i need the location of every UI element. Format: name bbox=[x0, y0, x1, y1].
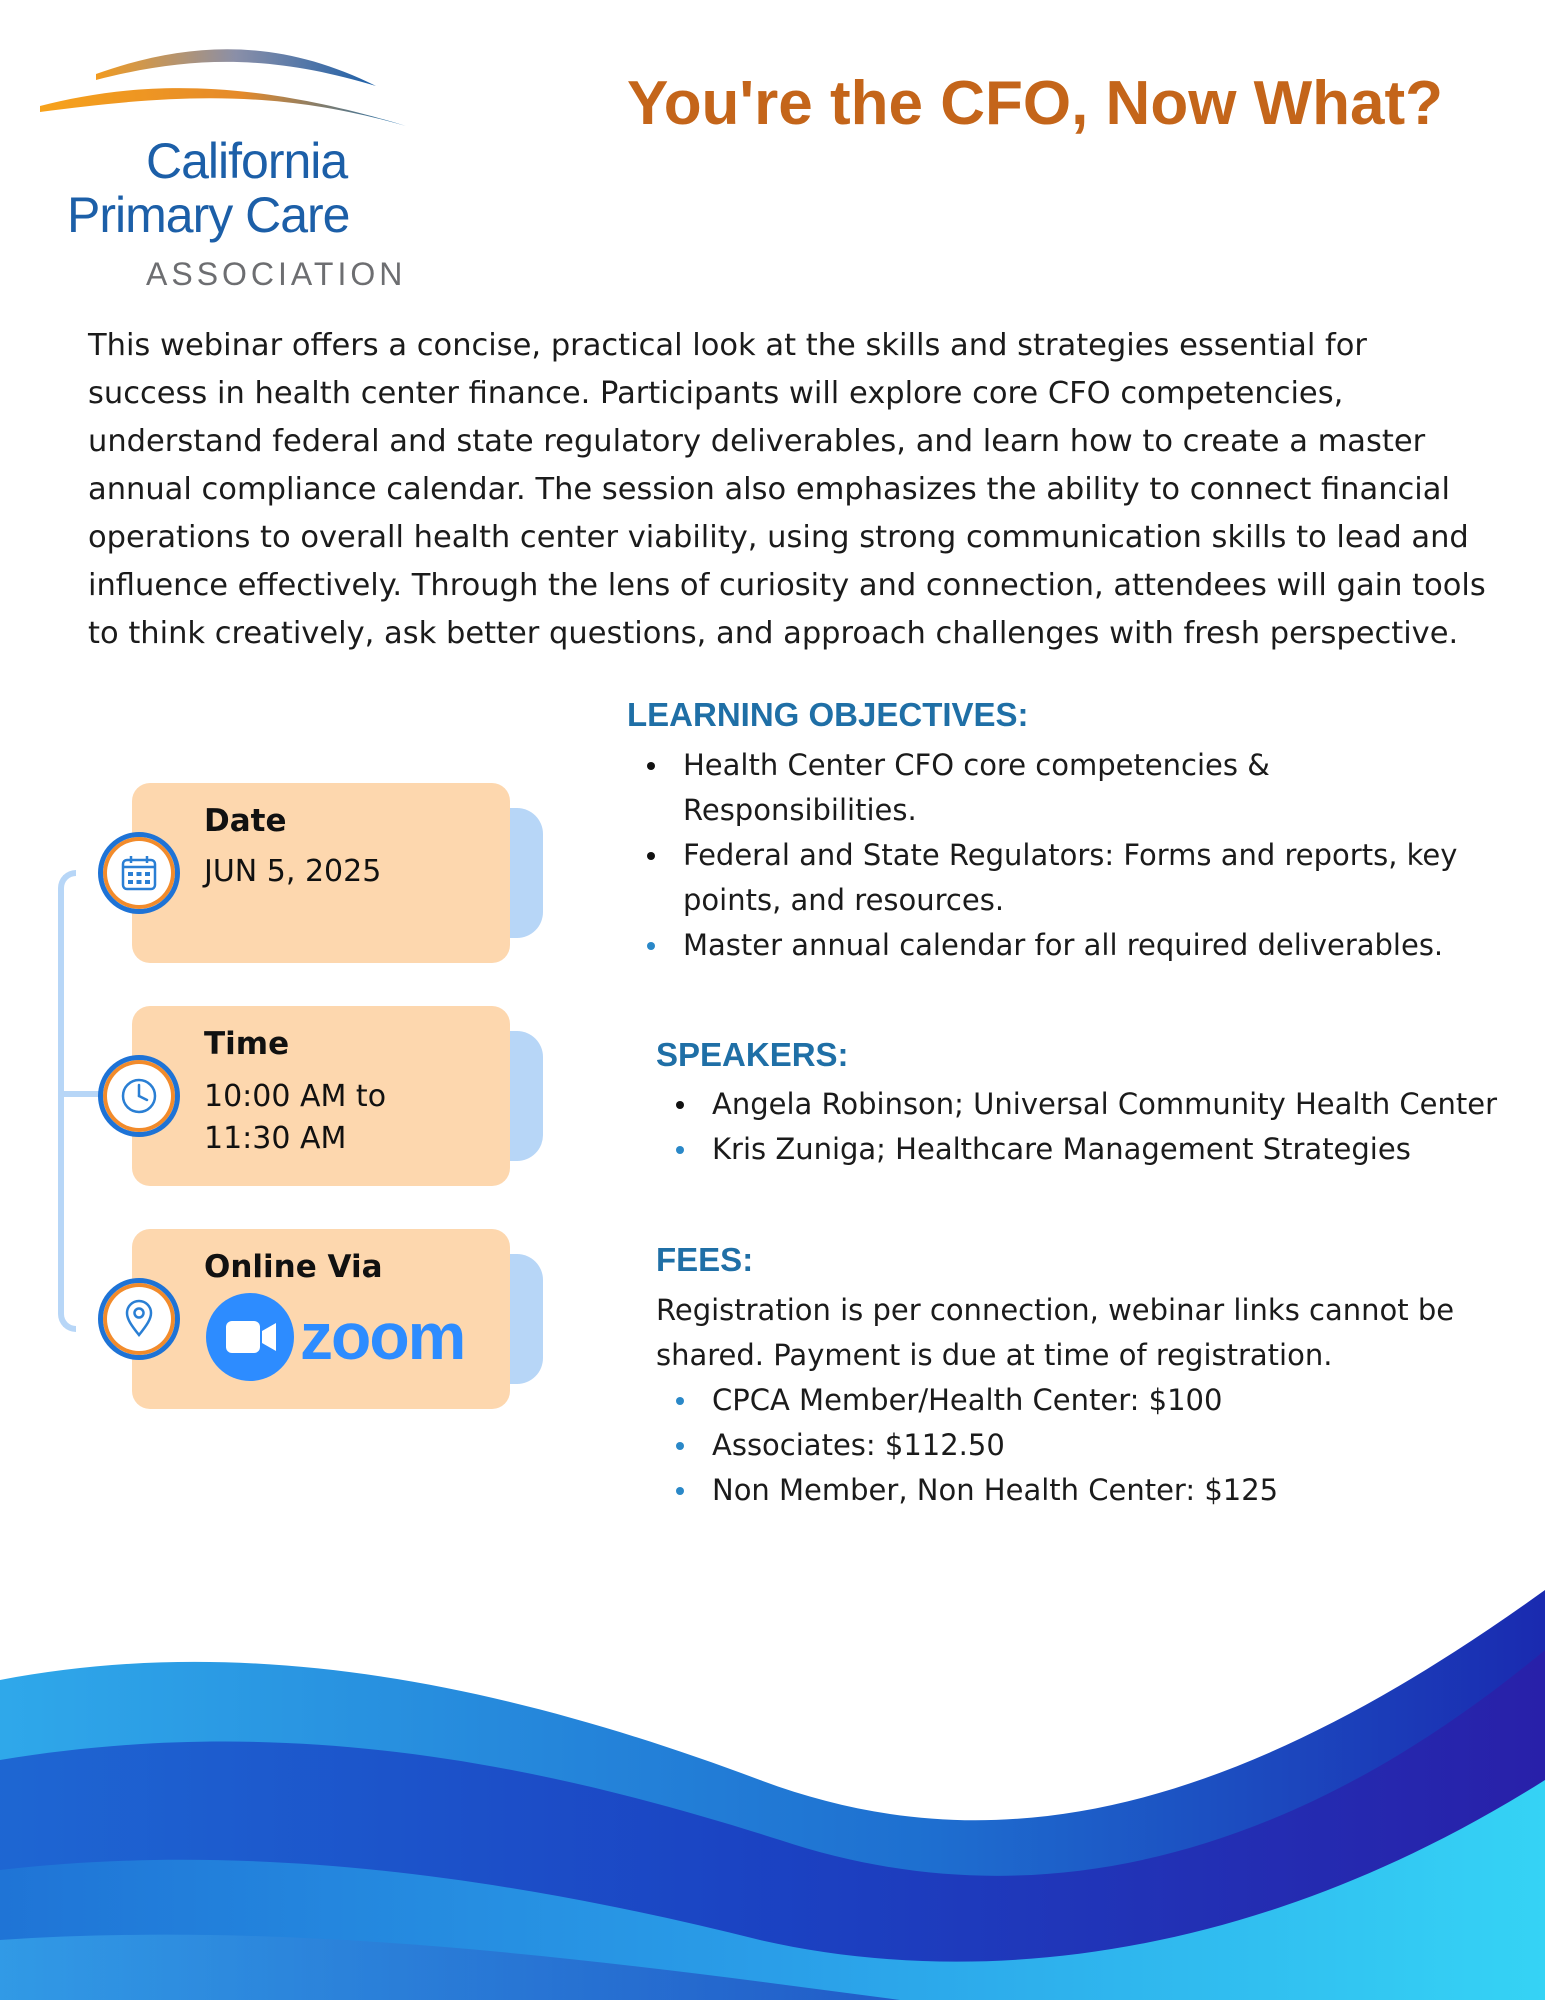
zoom-logo bbox=[206, 1287, 506, 1387]
time-card bbox=[132, 1006, 510, 1186]
list-item: Angela Robinson; Universal Community Health Center bbox=[656, 1082, 1516, 1127]
learning-objectives-list bbox=[627, 743, 1487, 968]
page-title: You're the CFO, Now What? bbox=[626, 69, 1444, 138]
list-item: Associates: $112.50 bbox=[656, 1423, 1516, 1468]
clock-icon bbox=[98, 1055, 180, 1137]
list-item: Master annual calendar for all required deliverables. bbox=[627, 923, 1487, 968]
list-item: Kris Zuniga; Healthcare Management Strategies bbox=[656, 1127, 1516, 1172]
svg-text:zoom: zoom bbox=[300, 1299, 465, 1373]
online-label: Online Via bbox=[204, 1249, 383, 1285]
calendar-icon bbox=[98, 832, 180, 914]
fees-heading: FEES: bbox=[656, 1241, 754, 1278]
cpca-logo bbox=[36, 34, 416, 294]
online-card bbox=[132, 1229, 510, 1409]
time-value: 10:00 AM to 11:30 AM bbox=[204, 1079, 387, 1156]
list-item: Health Center CFO core competencies & Responsibilities. bbox=[627, 743, 1487, 833]
logo-swoosh-icon bbox=[36, 34, 416, 134]
location-pin-icon bbox=[98, 1278, 180, 1360]
time-label: Time bbox=[204, 1026, 290, 1062]
logo-text-association: ASSOCIATION bbox=[146, 256, 407, 292]
list-item: Non Member, Non Health Center: $125 bbox=[656, 1468, 1516, 1513]
intro-paragraph: This webinar offers a concise, practical look at the skills and strategies essential for success in health center finance. Participants will explore core CFO competencies, understand federal and state regulatory deliverables, and learn how to create a master annual compliance calendar. The session also emphasizes the ability to connect financial operations to overall health center viability, using strong communication skills to lead and influence effectively. Through the lens of curiosity and connection, attendees will gain tools to think creatively, ask better questions, and approach challenges with fresh perspective. bbox=[88, 328, 1486, 651]
list-item: CPCA Member/Health Center: $100 bbox=[656, 1378, 1516, 1423]
fees-list bbox=[656, 1378, 1516, 1513]
date-label: Date bbox=[204, 803, 287, 839]
list-item: Federal and State Regulators: Forms and reports, key points, and resources. bbox=[627, 833, 1487, 923]
decorative-waves bbox=[0, 1540, 1545, 2000]
speakers-list bbox=[656, 1082, 1516, 1172]
logo-text-primary-care: Primary Care bbox=[67, 187, 350, 243]
speakers-heading: SPEAKERS: bbox=[656, 1036, 849, 1073]
fees-description: Registration is per connection, webinar links cannot be shared. Payment is due at time of registration. bbox=[656, 1293, 1455, 1372]
date-card bbox=[132, 783, 510, 963]
logo-text-california: California bbox=[146, 133, 348, 189]
timeline-branch bbox=[60, 1091, 100, 1097]
learning-objectives-heading: LEARNING OBJECTIVES: bbox=[627, 696, 1029, 733]
date-value: JUN 5, 2025 bbox=[204, 854, 382, 889]
timeline-connector bbox=[58, 870, 76, 1332]
